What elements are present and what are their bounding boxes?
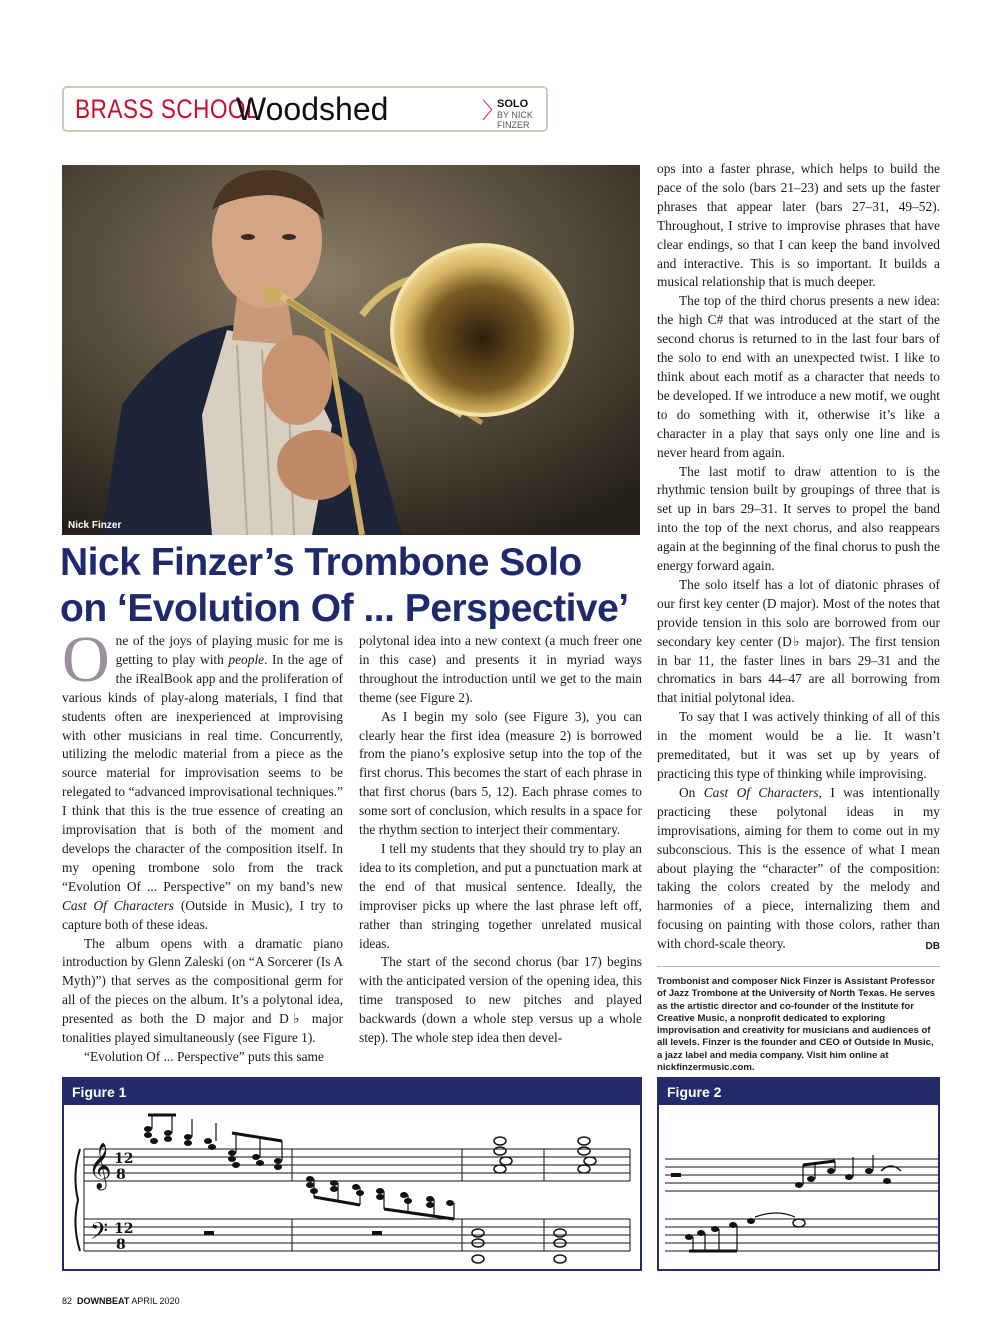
artist-photo <box>62 165 650 535</box>
headline-line-1: Nick Finzer’s Trombone Solo <box>60 541 582 584</box>
series-title: Woodshed <box>236 91 389 127</box>
magazine-name: DOWNBEAT <box>77 1296 130 1306</box>
paragraph: The top of the third chorus presents a new idea: the high C# that was introduced at the start of the second chorus is returned to in the last four bars of the solo to end with an unexpected twist. I like to think about each motif as a character that needs to be developed. If we introduce a new motif, we ought to do something with it, otherwise it’s like a character in a play that says only one line and is never heard from again. <box>657 293 940 460</box>
page-number: 82 <box>62 1296 73 1306</box>
trombonist-image <box>62 165 640 535</box>
paragraph: The last motif to draw attention to is the rhythmic tension built by groupings of three that is set up in bars 29–31. It serves to propel the band into the top of the next chorus, and also reappears again at the beginning of the final chorus to push the energy forward again. <box>657 463 940 574</box>
paragraph: polytonal idea into a new context (a much freer one in this case) and presents it in myriad ways throughout the introduction until we get to the main theme (see Figure 2). <box>359 633 642 705</box>
chevron-right-icon: 〉 <box>482 98 505 123</box>
photo-credit: COURTESY OF THE ARTIST <box>640 229 650 349</box>
article-column-3 <box>657 160 940 957</box>
paragraph: One of the joys of playing music for me is getting to play with people. In the age of the iRealBook app and the proliferation of various kinds of play-along materials, I find that students often are inexperienced at improvising with other musicians in real time. Concurrently, utilizing the melodic material from a piece as the source material for improvisation seems to be relegated to “advanced improvisational techniques.” I think that this is the true essence of creating an improvisation that is both of the moment and develops the character of the composition itself. In my opening trombone solo from the track “Evolution Of ... Perspective” on my band’s new Cast Of Characters (Outside in Music), I try to capture both of these ideas. <box>62 623 343 932</box>
paragraph: The solo itself has a lot of diatonic phrases of our first key center (D major). Most of the notes that provide tension in this solo are borrowed from our secondary key center (D♭ major). The first tension in bar 11, the faster lines in bars 29–31 and the chromatics in bars 44–47 are all borrowing from that initial polytonal idea. <box>657 576 940 706</box>
time-signature-bottom: 8 <box>116 1237 126 1253</box>
paragraph: “Evolution Of ... Perspective” puts this same <box>84 1048 324 1064</box>
article-column-2 <box>359 632 642 1048</box>
figure-1-notation <box>64 1105 640 1269</box>
section-label: BRASS SCHOOL <box>75 94 260 124</box>
bio-divider <box>657 966 940 967</box>
headline-line-2: on ‘Evolution Of ... Perspective’ <box>60 587 629 630</box>
svg-text:𝄢: 𝄢 <box>90 1217 109 1250</box>
time-signature-bottom: 8 <box>116 1167 126 1183</box>
author-bio: Trombonist and composer Nick Finzer is Assistant Professor of Jazz Trombone at the University of North Texas. He serves as the artistic director and co-founder of the Institute for Creative Music, a nonprofit dedicated to exploring improvisation and creativity for musicians and audiences of all levels. Finzer is the founder and CEO of Outside In Music, a jazz label and media company. Visit him online at nickfinzermusic.com. <box>657 976 936 1074</box>
paragraph: I tell my students that they should try to play an idea to its completion, and put a punctuation mark at the end of that musical sentence. Ideally, the improviser picks up where the last phrase left off, rather than stringing together unrelated musical ideas. <box>359 840 642 951</box>
article-headline <box>60 540 660 632</box>
paragraph: ops into a faster phrase, which helps to build the pace of the solo (bars 21–23) and sets up the faster phrases that appear later (bars 27–31, 49–52). Throughout, I strive to improvise phrases that have clear endings, so that I can keep the band involved and interactive. This is so important. It builds a musical relationship that is much deeper. <box>657 161 940 290</box>
svg-text:𝄞: 𝄞 <box>88 1143 112 1189</box>
photo-caption: Nick Finzer <box>68 520 122 531</box>
paragraph: The start of the second chorus (bar 17) begins with the anticipated version of the opening idea, this time transposed to new pitches and played backwards (down a whole step versus up a whole step). The whole step idea then devel- <box>359 954 642 1046</box>
time-signature-top: 12 <box>114 1151 134 1167</box>
figure-2-notation <box>659 1105 938 1269</box>
paragraph: As I begin my solo (see Figure 3), you can clearly hear the first idea (measure 2) is borrowed from the piano’s explosive setup into the top of the first chorus. This becomes the start of each phrase in that first chorus (bars 5, 12). Each phrase comes to some sort of conclusion, which results in a space for the rhythm section to interject their commentary. <box>359 708 642 838</box>
time-signature-top: 12 <box>114 1221 134 1237</box>
issue-date: APRIL 2020 <box>131 1296 180 1306</box>
figure-2 <box>657 1077 940 1271</box>
paragraph: On Cast Of Characters, I was intentionally practicing these polytonal ideas in my improvisations, aiming for them to come out in my subconscious. This is the essence of what I mean about playing the “character” of the composition: taking the colors created by the melody and harmonies of a piece, internalizing them and focusing on painting with those colors, rather than with chord-scale theory. DB <box>657 784 940 954</box>
article-column-1 <box>62 623 343 1067</box>
figure-1 <box>62 1077 642 1271</box>
byline: BY NICK FINZER <box>497 110 533 130</box>
figure-1-title: Figure 1 <box>64 1079 640 1105</box>
drop-cap: O <box>62 623 110 696</box>
paragraph: To say that I was actively thinking of all of this in the moment would be a lie. It wasn’t premeditated, but it was set up by years of practicing this type of thinking while improvising. <box>657 709 940 781</box>
figure-2-title: Figure 2 <box>659 1079 938 1105</box>
section-header <box>62 86 548 132</box>
topic-label: SOLO <box>497 98 529 110</box>
paragraph: The album opens with a dramatic piano introduction by Glenn Zaleski (on “A Sorcerer (Is A Myth)”) that serves as the compositional germ for all of the pieces on the album. It’s a polytonal idea, presented as both the D major and D♭ major tonalities played simultaneously (see Figure 1). <box>62 935 343 1046</box>
signoff-mark: DB <box>925 941 940 953</box>
page-folio <box>62 1296 180 1306</box>
